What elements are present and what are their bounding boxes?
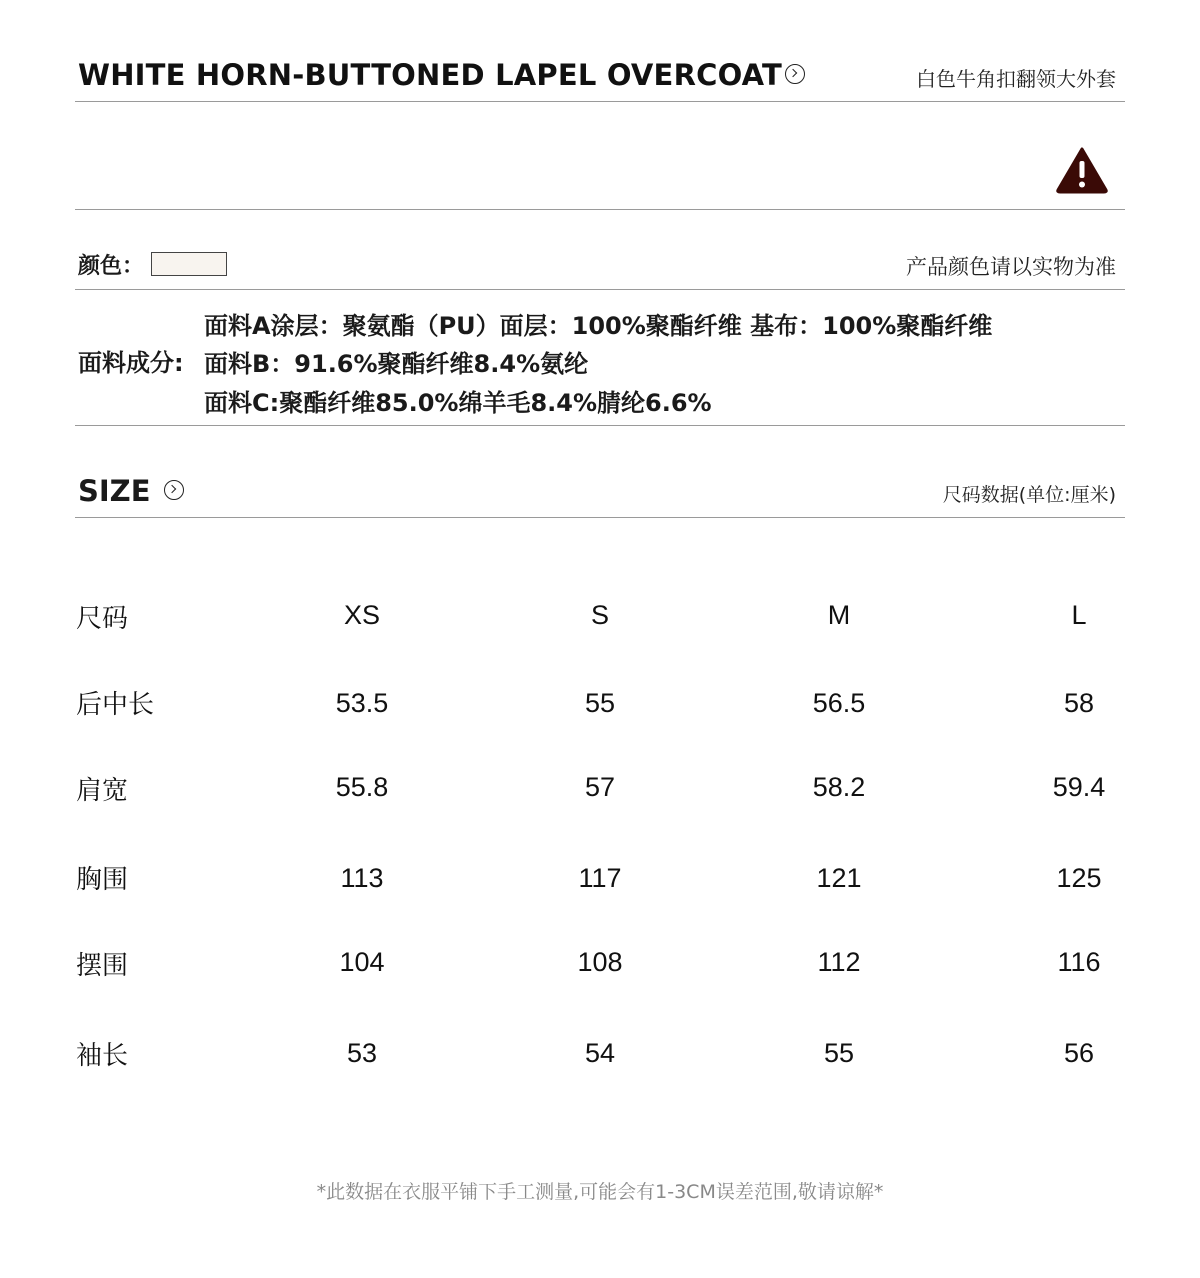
chevron-right-circle-icon xyxy=(785,64,805,84)
table-cell: 121 xyxy=(816,863,862,893)
table-cell: 116 xyxy=(1057,947,1101,977)
table-cell: 108 xyxy=(577,947,623,977)
fabric-label: 面料成分: xyxy=(78,349,184,377)
size-title-text: SIZE xyxy=(78,474,151,508)
size-header-s: S xyxy=(590,600,609,630)
table-cell: 58 xyxy=(1063,688,1095,718)
size-header-m: M xyxy=(827,600,851,630)
table-cell: 55 xyxy=(823,1038,855,1068)
product-title-en-text: WHITE HORN-BUTTONED LAPEL OVERCOAT xyxy=(78,58,783,92)
color-label: 颜色： xyxy=(78,254,145,279)
product-title-cn: 白色牛角扣翻领大外套 xyxy=(916,67,1116,91)
divider xyxy=(75,209,1125,210)
size-unit-note: 尺码数据(单位:厘米) xyxy=(942,484,1116,506)
row-label-back-length: 后中长 xyxy=(76,690,155,720)
product-title-en xyxy=(78,58,805,92)
table-cell: 58.2 xyxy=(812,772,866,802)
divider xyxy=(75,425,1125,426)
table-cell: 53 xyxy=(346,1038,378,1068)
table-cell: 57 xyxy=(584,772,616,802)
table-cell: 104 xyxy=(339,947,385,977)
divider xyxy=(75,289,1125,290)
divider xyxy=(75,517,1125,518)
table-cell: 125 xyxy=(1056,863,1102,893)
row-label-sleeve: 袖长 xyxy=(76,1041,129,1071)
fabric-line-b: 面料B：91.6%聚酯纤维8.4%氨纶 xyxy=(204,350,589,378)
color-note: 产品颜色请以实物为准 xyxy=(906,255,1116,279)
table-cell: 112 xyxy=(817,947,861,977)
row-label-shoulder: 肩宽 xyxy=(76,776,129,806)
table-cell: 56.5 xyxy=(812,688,866,718)
chevron-right-circle-icon xyxy=(164,480,184,500)
table-cell: 56 xyxy=(1063,1038,1095,1068)
size-section-title xyxy=(78,474,184,508)
row-label-chest: 胸围 xyxy=(76,865,129,895)
table-cell: 113 xyxy=(340,863,384,893)
warning-triangle-icon xyxy=(1055,146,1109,194)
row-label-hem: 摆围 xyxy=(76,951,129,981)
table-cell: 59.4 xyxy=(1052,772,1106,802)
size-header-xs: XS xyxy=(343,600,381,630)
table-cell: 55.8 xyxy=(335,772,389,802)
table-cell: 54 xyxy=(584,1038,616,1068)
measurement-disclaimer: *此数据在衣服平铺下手工测量,可能会有1-3CM误差范围,敬请谅解* xyxy=(316,1181,884,1203)
divider xyxy=(75,101,1125,102)
table-cell: 117 xyxy=(578,863,622,893)
fabric-line-a: 面料A涂层：聚氨酯（PU）面层：100%聚酯纤维 基布：100%聚酯纤维 xyxy=(204,312,993,340)
size-header-label: 尺码 xyxy=(76,604,129,634)
table-cell: 55 xyxy=(584,688,616,718)
color-swatch xyxy=(151,252,227,276)
fabric-line-c: 面料C:聚酯纤维85.0%绵羊毛8.4%腈纶6.6% xyxy=(204,389,712,417)
size-header-l: L xyxy=(1071,600,1087,630)
table-cell: 53.5 xyxy=(335,688,389,718)
